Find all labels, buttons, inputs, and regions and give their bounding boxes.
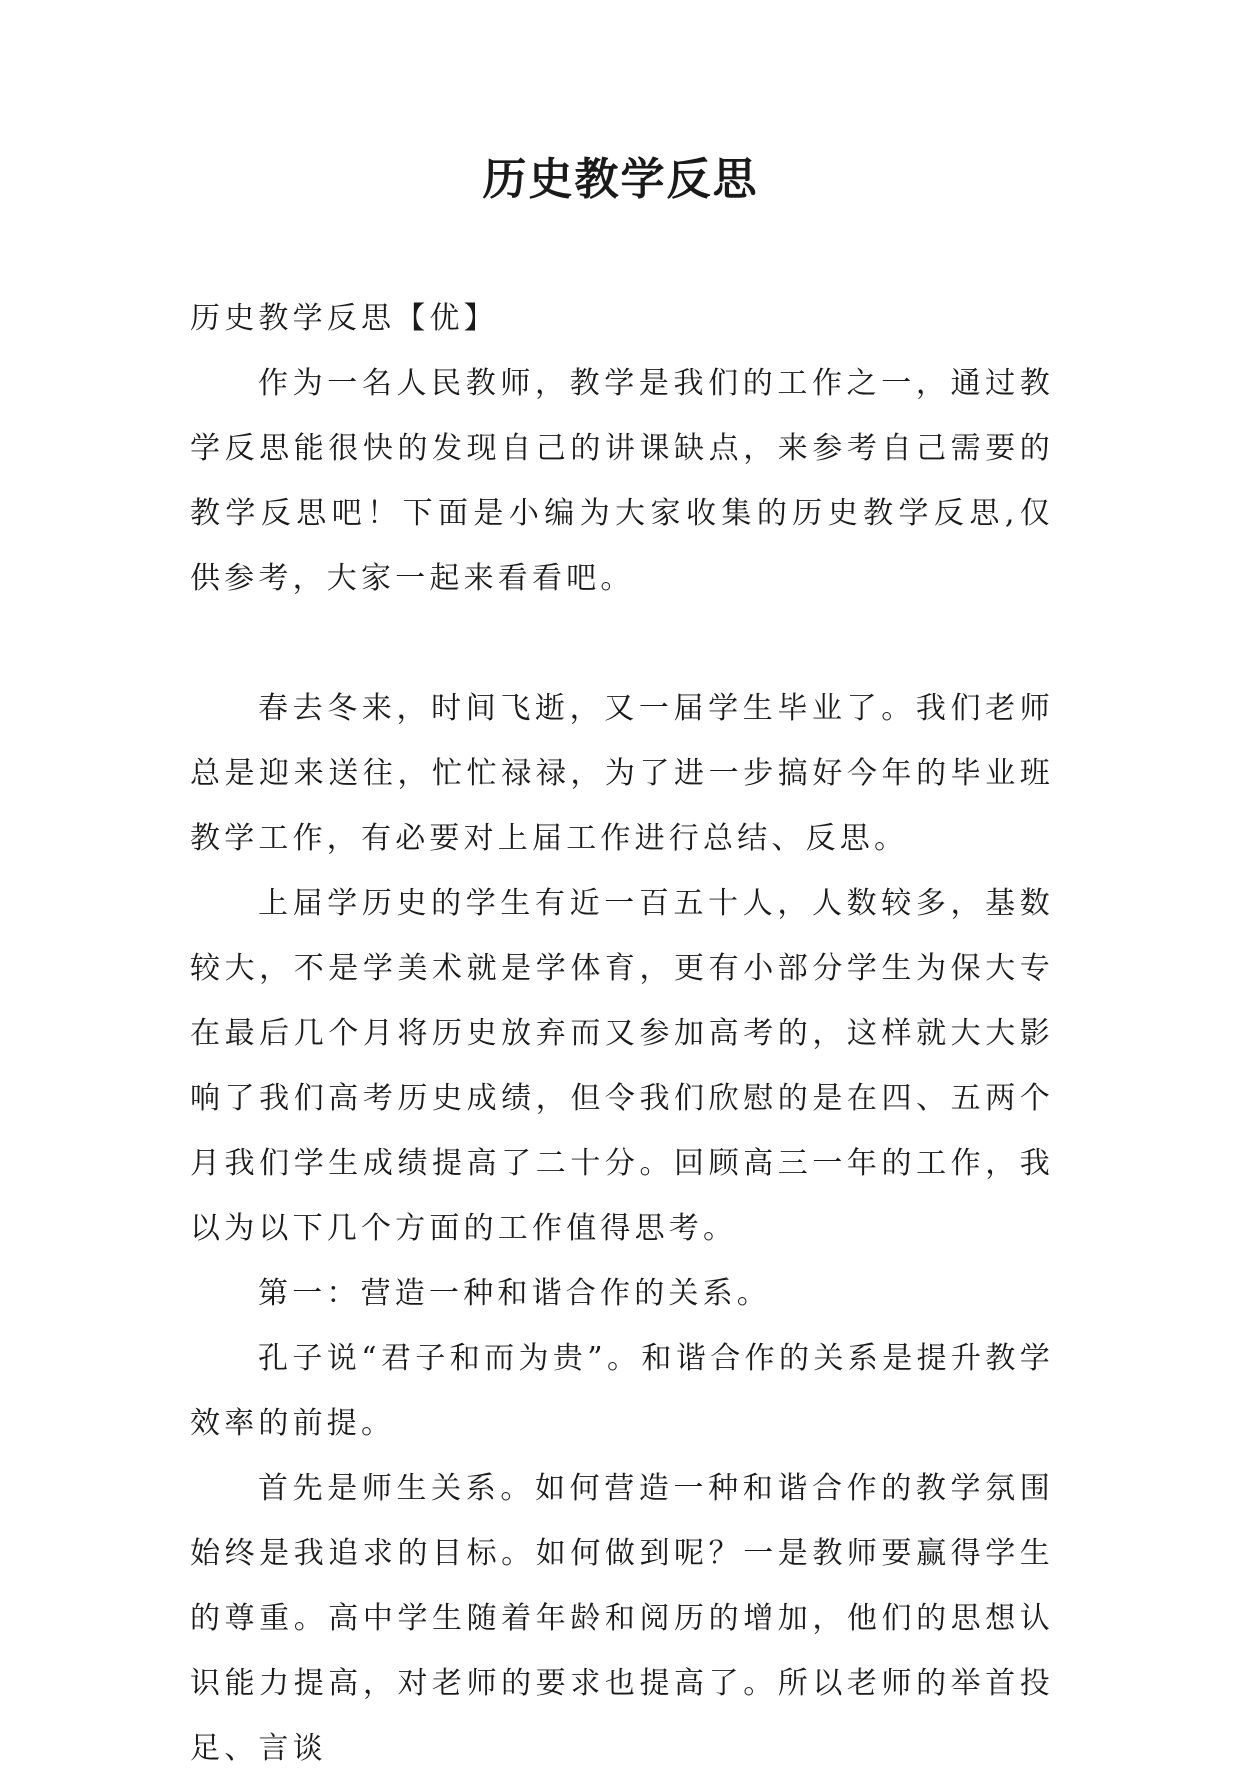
document-body (190, 286, 1054, 1781)
document-title: 历史教学反思 (482, 154, 759, 205)
paragraph-heading-first: 第一：营造一种和谐合作的关系。 (258, 1276, 771, 1311)
paragraph-opening: 春去冬来，时间飞逝，又一届学生毕业了。我们老师总是迎来送往，忙忙禄禄，为了进一步搞好今年的毕业班教学工作，有必要对上届工作进行总结、反思。 (190, 691, 1054, 856)
document-subtitle: 历史教学反思【优】 (190, 301, 498, 336)
paragraph-teacher-student: 首先是师生关系。如何营造一种和谐合作的教学氛围始终是我追求的目标。如何做到呢？一是教师要赢得学生的尊重。高中学生随着年龄和阅历的增加，他们的思想认识能力提高，对老师的要求也提高了。所以老师的举首投足、言谈 (190, 1471, 1054, 1766)
paragraph-intro: 作为一名人民教师，教学是我们的工作之一，通过教学反思能很快的发现自己的讲课缺点，来参考自己需要的教学反思吧！下面是小编为大家收集的历史教学反思,仅供参考，大家一起来看看吧。 (190, 366, 1054, 596)
paragraph-review: 上届学历史的学生有近一百五十人，人数较多，基数较大，不是学美术就是学体育，更有小部分学生为保大专在最后几个月将历史放弃而又参加高考的，这样就大大影响了我们高考历史成绩，但令我们欣慰的是在四、五两个月我们学生成绩提高了二十分。回顾高三一年的工作，我以为以下几个方面的工作值得思考。 (190, 886, 1054, 1246)
paragraph-confucius: 孔子说“君子和而为贵”。和谐合作的关系是提升教学效率的前提。 (190, 1341, 1054, 1441)
